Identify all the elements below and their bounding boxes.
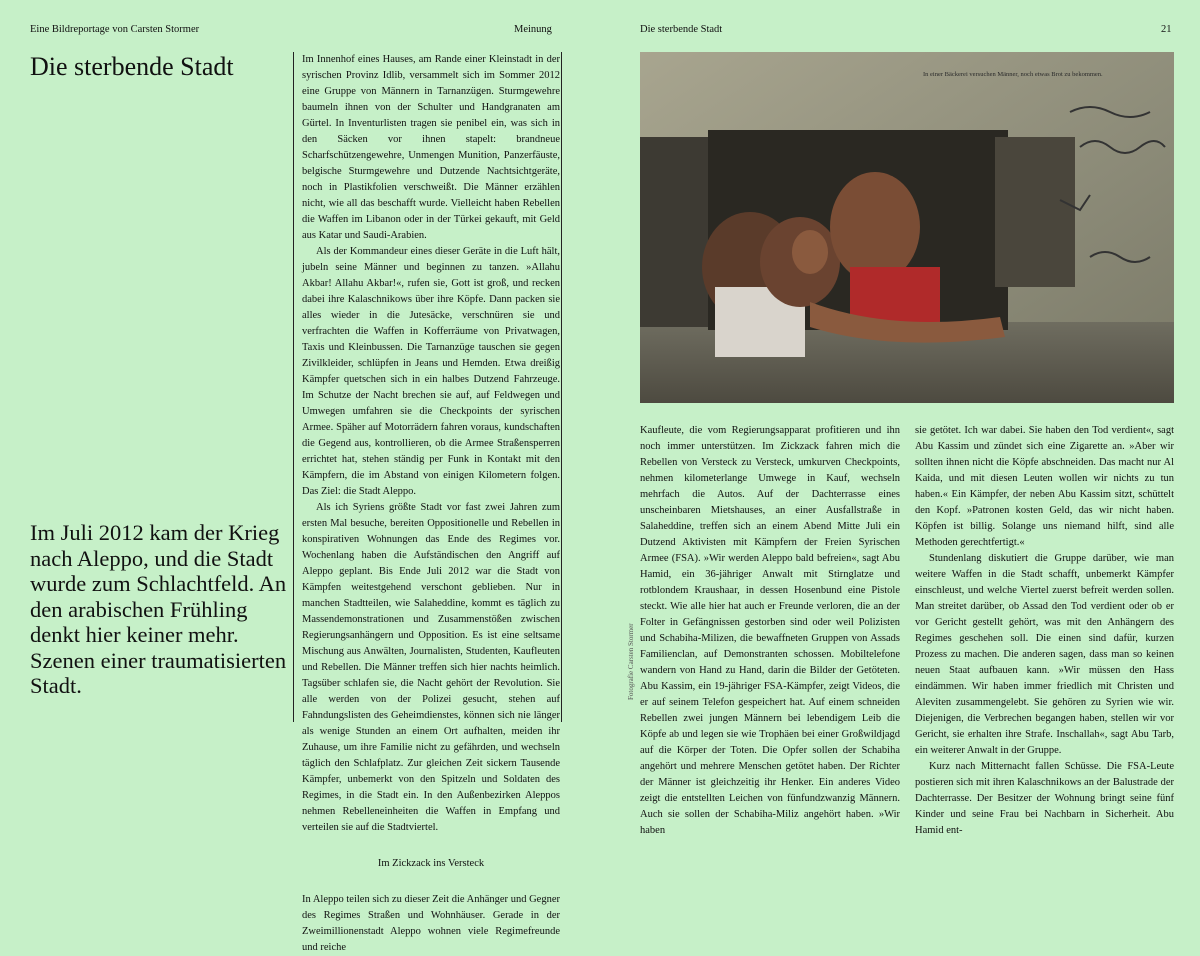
photo-illustration bbox=[640, 52, 1174, 403]
paragraph: Kurz nach Mitternacht fallen Schüsse. Die FSA-Leute postieren sich mit ihren Kalaschnikows an der Balustrade der Dachterrasse. Der Besitzer der Wohnung bringt seine fünf Kinder und seine Frau bei Nachbarn in Sicherheit. Abu Hamid ent- bbox=[915, 761, 1174, 836]
paragraph: Stundenlang diskutiert die Gruppe darüber, wie man weitere Waffen in die Stadt schafft, unbemerkt Kämpfer einschleust, und welche Viertel zuerst befreit werden sollen. Man streitet darüber, ob Assad den Tod verdient oder ob er vor Gericht gestellt gehört, was mit den Anhängern des Regimes geschehen soll. Die einen sind dafür, kurzen Prozess zu machen. Die anderen sagen, dass man so keinen neuen Staat aufbauen kann. »Wir müssen den Hass eindämmen. Wir haben immer friedlich mit Christen und Aleviten zusammengelebt. Sie gehören zu Syrien wie wir. Diejenigen, die Verbrechen begangen haben, stellen wir vor Gericht, sie erhalten ihre Strafe. Inschallah«, sagt Abu Tarb, ein weiterer Anwalt in der Gruppe. bbox=[915, 553, 1174, 756]
column-rule-left bbox=[293, 52, 294, 722]
photo-caption: In einer Bäckerei versuchen Männer, noch etwas Brot zu bekommen. bbox=[923, 71, 1103, 78]
article-title: Die sterbende Stadt bbox=[30, 52, 234, 81]
article-lead: Im Juli 2012 kam der Krieg nach Aleppo, und die Stadt wurde zum Schlachtfeld. An den arabischen Frühling denkt hier keiner mehr. Szenen einer traumatisierten Stadt. bbox=[30, 520, 287, 698]
subheading: Im Zickzack ins Versteck bbox=[377, 858, 485, 869]
page-number: 21 bbox=[1161, 24, 1172, 35]
running-header-section: Meinung bbox=[514, 24, 552, 35]
running-header-left: Eine Bildreportage von Carsten Stormer bbox=[30, 24, 200, 35]
paragraph: Als ich Syriens größte Stadt vor fast zwei Jahren zum ersten Mal besuche, bereiten Oppositionelle und Rebellen in konspirativen Wohnungen das Ende des Regimes vor. Wochenlang haben die Aufständischen den Angriff auf Aleppo geplant. Bis Ende Juli 2012 war die Stadt von Kämpfen weitestgehend verschont geblieben. Nur in manchen Stadtteilen, wie Salaheddine, kommt es täglich zu Massendemonstrationen und Zusammenstößen zwischen Regierungsanhängern und Opposition. Es ist eine seltsame Mischung aus Anwälten, Journalisten, Studenten, Kaufleuten und Rebellen. Die Männer treffen sich hier nachts heimlich. Tagsüber schlafen sie, die Nacht gehört der Revolution. Sie alle werden von der Polizei gesucht, stehen auf Fahndungslisten des Geheimdienstes, können sich nie länger als wenige Stunden an einem Ort aufhalten, meiden ihr Zuhause, um ihre Familie nicht zu gefährden, und wechseln täglich den Schlafplatz. Zur gleichen Zeit sickern Tausende Kämpfer, unbemerkt von den Spitzeln und Soldaten des Regimes, in die Stadt ein. In den Außenbezirken Aleppos nehmen Rebelleneinheiten die Waffen in Empfang und verteilen sie auf die Stadtviertel. bbox=[302, 502, 560, 833]
photo-bakery bbox=[640, 52, 1174, 403]
paragraph: Kaufleute, die vom Regierungsapparat profitieren und ihn noch immer unterstützen. Im Zickzack fahren mich die Rebellen von Versteck zu Versteck, umkurven Checkpoints, nehmen kilometerlange Umwege in Kauf, wechseln mehrfach die Autos. Auf der Dachterrasse eines unscheinbaren Mietshauses, an einer Ausfallstraße in Salaheddine, treffen sich an einem Abend Mitte Juli ein Dutzend Aktivisten mit Kämpfern der Freien Syrischen Armee (FSA). »Wir werden Aleppo bald befreien«, sagt Abu Hamid, ein 36-jähriger Anwalt mit Stirnglatze und rotblondem Kraushaar, in dessen Hosenbund eine Pistole steckt. Wie alle hier hat auch er Freunde verloren, die an der Folter in Gefängnissen gestorben sind oder weil Polizisten und Schabiha-Milizen, die bewaffneten Gruppen von Assads Familienclan, auf Demonstranten schossen. Mobiltelefone wandern von Hand zu Hand, darin die Bilder der Getöteten. Abu Kassim, ein 19-jähriger FSA-Kämpfer, zeigt Videos, die er auf seinem Telefon gespeichert hat. Auf einem schneiden Rebellen zwei jungen Männern bei lebendigem Leib die Köpfe ab und legen sie wie Trophäen bei einer Großwildjagd auf die Körper der Toten. Die Opfer sollen der Schabiha angehört und mehrere Menschen getötet haben. Der Richter der Männer ist gleichzeitig ihr Henker. Ein anderes Video zeigt die entstellten Leichen von fünfundzwanzig Männern. Auch sie sollen der Schabiha-Miliz angehört haben. »Wir haben bbox=[640, 425, 900, 836]
text-column-3 bbox=[915, 423, 1174, 836]
paragraph: Als der Kommandeur eines dieser Geräte in die Luft hält, jubeln seine Männer und beginnen zu tanzen. »Allahu Akbar! Allahu Akbar!«, rufen sie, Gott ist groß, und recken dabei ihre Kalaschnikows über ihre Köpfe. Dann packen sie alles wieder in die Jutesäcke, verschnüren sie und verfrachten die Waffen in Kofferräume von Privatwagen, Taxis und Kleinbussen. Die Tarnanzüge tauschen sie gegen Zivilkleider, schlüpfen in Jeans und Hemden. Etwa dreißig Kämpfer quetschen sich in ein halbes Dutzend Fahrzeuge. Im Schutze der Nacht brechen sie auf, auf Feldwegen und Umwegen umfahren sie die Checkpoints der syrischen Armee. Späher auf Motorrädern fahren voraus, kundschaften die Gegend aus, kontrollieren, ob die Armee Straßensperren errichtet hat, stehen ständig per Funk in Kontakt mit den Kämpfern, die im Abstand von einigen Kilometern folgen. Das Ziel: die Stadt Aleppo. bbox=[302, 246, 560, 497]
paragraph: In Aleppo teilen sich zu dieser Zeit die Anhänger und Gegner des Regimes Straßen und Wohnhäuser. Gerade in der Zweimillionenstadt Aleppo wohnen viele Regimefreunde und reiche bbox=[302, 894, 560, 953]
running-header-right: Die sterbende Stadt bbox=[640, 24, 723, 35]
text-column-2 bbox=[640, 423, 900, 836]
paragraph: sie getötet. Ich war dabei. Sie haben den Tod verdient«, sagt Abu Kassim und zündet sich eine Zigarette an. »Aber wir sollten ihnen nicht die Köpfe abschneiden. Das macht nur Al Kaida, und mit diesen Leuten wollen wir nichts zu tun haben.« Ein Kämpfer, der neben Abu Kassim sitzt, schüttelt den Kopf. »Patronen kosten Geld, das wir nicht haben. Köpfen ist billig. Solange uns niemand hilft, sind alle Methoden gerechtfertigt.« bbox=[915, 425, 1174, 548]
photo-credit: Fotografie Carsten Stormer bbox=[627, 623, 635, 700]
paragraph: Im Innenhof eines Hauses, am Rande einer Kleinstadt in der syrischen Provinz Idlib, versammelt sich im Sommer 2012 eine Gruppe von Männern in Tarnanzügen. Sturmgewehre baumeln ihnen von der Schulter und Handgranaten am Gürtel. In Inventurlisten tragen sie penibel ein, was sich in den Säcken vor ihnen stapelt: brandneue Scharfschützengewehre, Unmengen Munition, Panzerfäuste, belgische Sturmgewehre und Dutzende Nachtsichtgeräte, noch in Plastikfolien verschweißt. Die Männer erzählen nicht, wie all das beschafft wurde. Vielleicht haben Rebellen die Waffen im Libanon oder in der Türkei gekauft, mit Geld aus Katar und Saudi-Arabien. bbox=[302, 54, 560, 241]
column-rule-right bbox=[561, 52, 562, 722]
text-column-1 bbox=[302, 52, 560, 953]
